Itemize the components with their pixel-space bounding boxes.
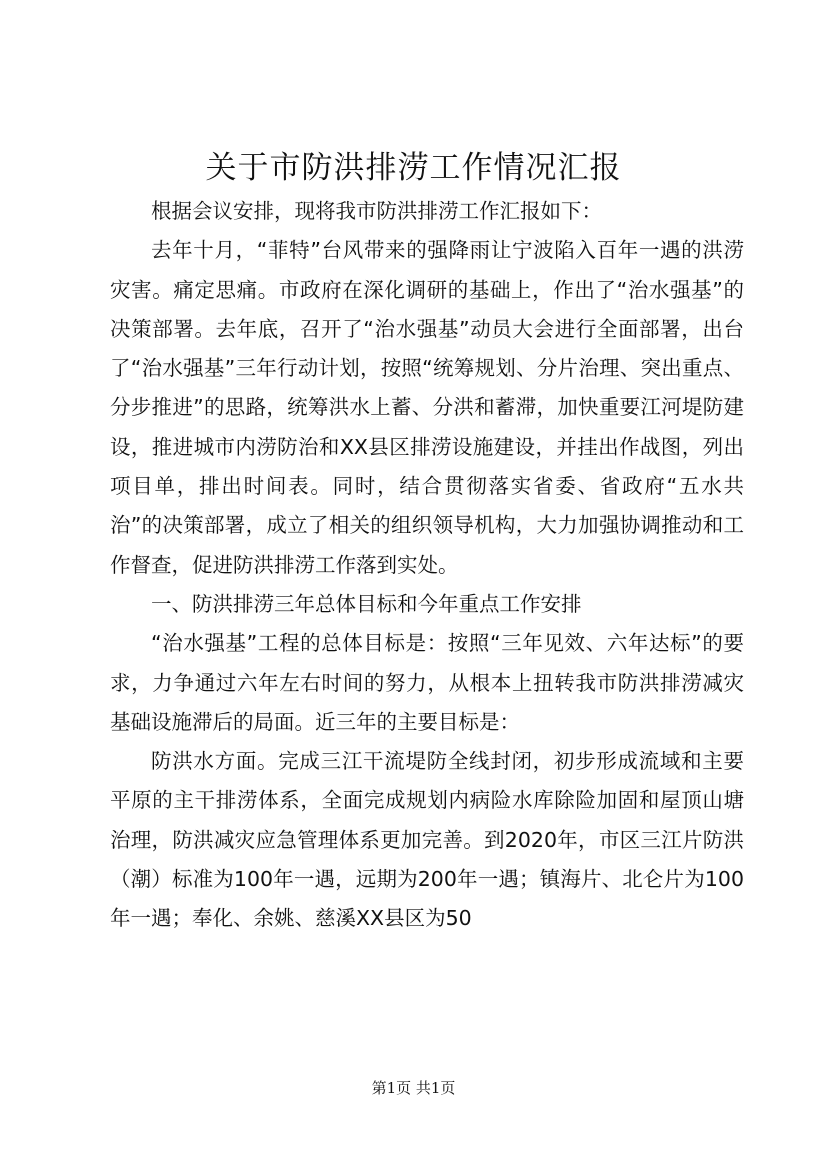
page-footer: 第1页 共1页 <box>371 1079 456 1097</box>
document-body <box>110 192 744 939</box>
document-title: 关于市防洪排涝工作情况汇报 <box>205 150 622 186</box>
paragraph-intro: 根据会议安排，现将我市防洪排涝工作汇报如下： <box>151 199 602 223</box>
paragraph-background: 去年十月，“菲特”台风带来的强降雨让宁波陷入百年一遇的洪涝灾害。痛定思痛。市政府在深化调研的基础上，作出了“治水强基”的决策部署。去年底，召开了“治水强基”动员大会进行全面部署，出台了“治水强基”三年行动计划，按照“统筹规划、分片治理、突出重点、分步推进”的思路，统筹洪水上蓄、分洪和蓄滞，加快重要江河堤防建设，推进城市内涝防治和XX县区排涝设施建设，并挂出作战图，列出项目单，排出时间表。同时，结合贯彻落实省委、省政府“五水共治”的决策部署，成立了相关的组织领导机构，大力加强协调推动和工作督查，促进防洪排涝工作落到实处。 <box>110 238 744 577</box>
section-heading: 一、防洪排涝三年总体目标和今年重点工作安排 <box>151 591 582 616</box>
paragraph-flood-control: 防洪水方面。完成三江干流堤防全线封闭，初步形成流域和主要平原的主干排涝体系，全面完成规划内病险水库除险加固和屋顶山塘治理，防洪减灾应急管理体系更加完善。到2020年，市区三江片防洪（潮）标准为100年一遇，远期为200年一遇；镇海片、北仑片为100年一遇；奉化、余姚、慈溪XX县区为50 <box>110 749 744 931</box>
paragraph-overall-goal: “治水强基”工程的总体目标是：按照“三年见效、六年达标”的要求，力争通过六年左右时间的努力，从根本上扭转我市防洪排涝减灾基础设施滞后的局面。近三年的主要目标是： <box>110 631 744 734</box>
